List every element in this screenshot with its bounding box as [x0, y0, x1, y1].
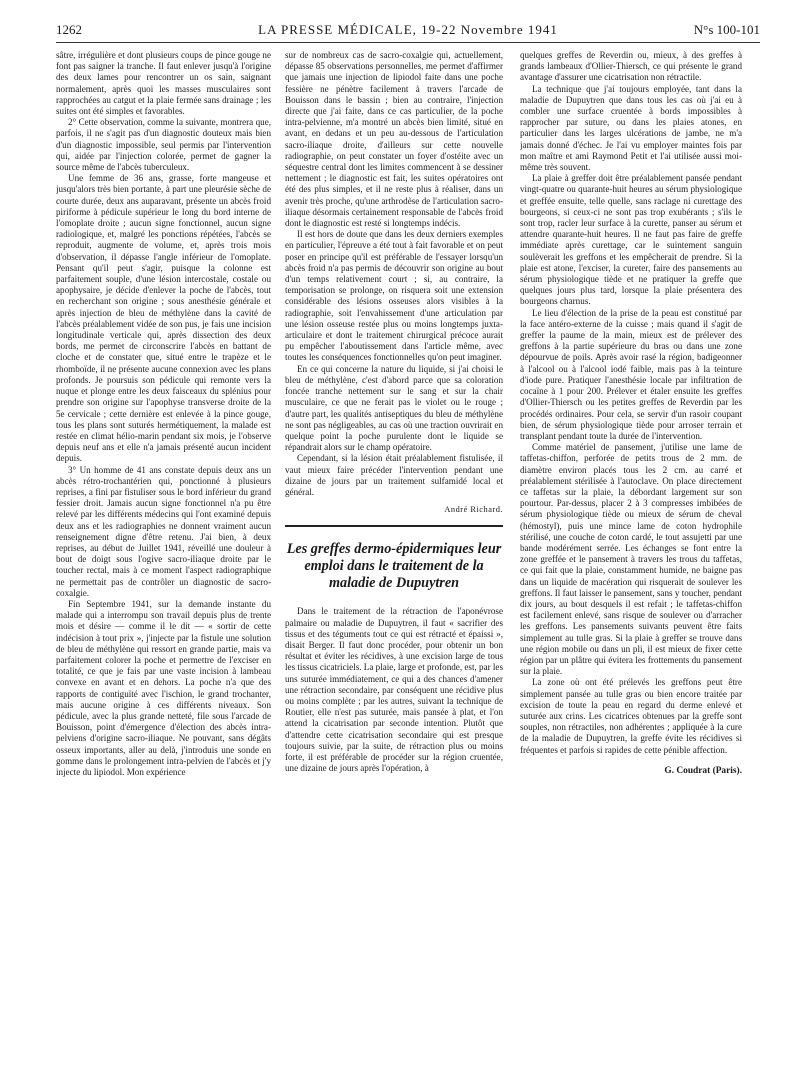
column-right	[520, 50, 742, 1060]
author-signature: G. Coudrat (Paris).	[664, 765, 742, 776]
author-signature: André Richard.	[444, 505, 503, 515]
paragraph: Une femme de 36 ans, grasse, forte mangeuse et jusqu'alors très bien portante, à part une pleurésie sèche de courte durée, deux ans auparavant, présente un abcès froid piriforme à pédicule supérieur le long du bord interne de l'omoplate droite ; aucun signe fonctionnel, aucun signe radiologique, et, malgré les ponctions répétées, l'abcès se reproduit, augmente de volume, et, après trois mois d'observation, il dépasse l'angle inférieur de l'omoplate. Pensant qu'il peut s'agir, puisque la colonne est parfaitement souple, d'une lésion intercostale, costale ou apophysaire, je décide d'enlever la poche de l'abcès, tout en recherchant son origine ; sous anesthésie générale et après injection de bleu de méthylène dans la cavité de l'abcès préalablement vidée de son pus, je fais une incision longitudinale verticale qui, après dissection des deux bords, me permet de circonscrire l'abcès en battant de cloche et de constater que, situé entre le trapèze et le rhomboïde, il ne présente aucune connexion avec les plans profonds. Je poursuis son pédicule qui remonte vers la nuque et plonge entre les deux faisceaux du splénius pour prendre son origine sur l'apophyse transverse droite de la 5e cervicale ; cette dernière est enlevée à la pince gouge, tous les plans sont suturés hermétiquement, la malade est restée en climat hélio-marin pendant six mois, je l'observe depuis neuf ans et elle n'a jamais présenté aucun incident depuis.	[56, 173, 271, 464]
page-number: 1262	[56, 22, 82, 37]
paragraph: Le lieu d'élection de la prise de la peau est constitué par la face antéro-externe de la cuisse ; mais quand il s'agit de greffer la paume de la main, mieux est de prélever des greffons à la partie supérieure du bras ou dans une zone dépourvue de poils. Après avoir rasé la région, badigeonner à l'alcool ou à l'alcool iodé faible, mais pas à la teinture d'iode pure. Pratiquer l'anesthésie locale par infiltration de cocaïne à 1 pour 200. Prélever et étaler ensuite les greffes d'Ollier-Thiersch ou les petites greffes de Reverdin par les procédés ordinaires. Pour cela, se servir d'un rasoir coupant bien, de sérum physiologique tiède pour arroser terrain et transplant pendant toute la durée de l'intervention.	[520, 307, 742, 441]
paragraph: Dans le traitement de la rétraction de l'aponévrose palmaire ou maladie de Dupuytren, il faut « sacrifier des tissus et des téguments tout ce qui est rétracté et épaissi », disait Berger. Il faut donc procéder, pour obtenir un bon résultat et éviter les récidives, à une excision large de tous les tissus cicatriciels. La plaie, large et profonde, est, par les uns suturée immédiatement, ce qui a des chances d'amener une rétraction secondaire, par conséquent une récidive plus ou moins complète ; par les autres, suivant la technique de Routier, elle n'est pas suturée, mais pansée à plat, et l'on attend la cicatrisation par seconde intention. Plutôt que d'attendre cette cicatrisation secondaire qui est presque toujours suivie, par la suite, de rétraction plus ou moins forte, il est préférable de procéder sur la région cruentée, une dizaine de jours après l'opération, à	[285, 606, 503, 774]
paragraph: La plaie à greffer doit être préalablement pansée pendant vingt-quatre ou quarante-huit heures au sérum physiologique et greffée ensuite, telle quelle, sans raclage ni curettage des bourgeons, si ceux-ci ne sont pas trop exubérants ; s'ils le sont trop, racler leur surface à la curette, panser au sérum et attendre quarante-huit heures. Il ne faut pas faire de greffe immédiate après curettage, car le suintement sanguin soulèverait les greffons et les empêcherait de prendre. Si la plaie est atone, l'exciser, la cureter, faire des pansements au sérum physiologique tiède et ne pratiquer la greffe que quelques jours plus tard, lorsque la plaie présentera des bourgeons charnus.	[520, 173, 742, 307]
paragraph: Cependant, si la lésion était préalablement fistulisée, il vaut mieux faire précéder l'intervention pendant une dizaine de jours par un traitement sulfamidé local et général.	[285, 453, 503, 497]
paragraph: 3° Un homme de 41 ans constate depuis deux ans un abcès rétro-trochantérien qui, ponctionné à plusieurs reprises, a fini par fistuliser sous le bord inférieur du grand fessier droit. Jamais aucun signe fonctionnel n'a pu être relevé par les différents médecins qui l'ont examiné depuis deux ans et les radiographies ne donnent vraiment aucun renseignement digne d'être retenu. J'ai bien, à deux reprises, au début de Juillet 1941, réveillé une douleur à bout de doigt sous l'ogive sacro-iliaque droite par le toucher rectal, mais à ce moment l'aspect radiographique ne permettait pas de contrôler un diagnostic de sacro-coxalgie.	[56, 464, 271, 598]
article-divider	[285, 525, 503, 527]
paragraph: La technique que j'ai toujours employée, tant dans la maladie de Dupuytren que dans tous les cas où j'ai eu à combler une surface cruentée à bords impossibles à rapprocher par suture, ou dans les plaies atones, en particulier dans les larges ulcérations de jambe, ne m'a jamais donné d'échec. Je l'ai vu employer maintes fois par mon maître et ami Raymond Petit et l'ai utilisée aussi moi-même très souvent.	[520, 83, 742, 173]
article-title: Les greffes dermo-épidermiques leur emploi dans le traitement de la maladie de Dupuytren	[286, 541, 502, 592]
page-header	[56, 22, 760, 43]
paragraph: Il est hors de doute que dans les deux derniers exemples en particulier, l'épreuve a été tout à fait favorable et on peut poser en principe qu'il est préférable de l'essayer lorsqu'un abcès froid n'a pas permis de découvrir son origine au bout d'un temps relativement court ; si, au contraire, la temporisation se prolonge, on risquera soit une extension considérable des lésions osseuses alors visibles à la radiographie, soit l'envahissement d'une articulation par une lésion osseuse restée plus ou moins longtemps juxta-articulaire et dont le traitement chirurgical précoce aurait pu empêcher l'aboutissement dans l'article même, avec toutes les conséquences fonctionnelles qu'on peut imaginer.	[285, 229, 503, 363]
paragraph: quelques greffes de Reverdin ou, mieux, à des greffes à grands lambeaux d'Ollier-Thiersch, ce qui présente le grand avantage d'assurer une cicatrisation non rétractile.	[520, 50, 742, 83]
journal-title: LA PRESSE MÉDICALE, 19-22 Novembre 1941	[258, 22, 558, 37]
issue-number: N°s 100-101	[693, 22, 760, 37]
paragraph: Comme matériel de pansement, j'utilise une lame de taffetas-chiffon, perforée de petits trous de 2 mm. de diamètre environ placés tous les 2 cm. au carré et préalablement stérilisée à l'autoclave. On place directement ce taffetas sur la plaie, la débordant largement sur son pourtour. Par-dessus, placer 2 à 3 compresses imbibées de sérum physiologique tiède ou mieux de sérum de cheval (hémostyl), puis une mince lame de coton hydrophile stérilisé, une couche de coton cardé, le tout assujetti par une bande modérément serrée. Les échanges se font entre la zone greffée et le pansement à travers les trous du taffetas, ce qui fait que la plaie, constamment humide, ne baigne pas dans un liquide de macération qui risquerait de soulever les greffons. Il faut laisser le pansement, sans y toucher, pendant dix jours, au bout desquels il est refait ; le taffetas-chiffon est facilement enlevé, sans risque de soulever ou d'arracher les greffons. Les pansements suivants peuvent être faits simplement au tulle gras. Si la plaie à greffer se trouve dans une région mobile ou dans un pli, il est mieux de fixer cette région par un plâtre qui évitera les frottements du pansement sur la plaie.	[520, 442, 742, 677]
column-left	[56, 50, 271, 1060]
paragraph: 2° Cette observation, comme la suivante, montrera que, parfois, il ne s'agit pas d'un diagnostic douteux mais bien d'un diagnostic impossible, seul permis par l'intervention qui, aidée par l'injection colorée, permet de gagner la source même de l'abcès tuberculeux.	[56, 117, 271, 173]
paragraph: sâtre, irrégulière et dont plusieurs coups de pince gouge ne font pas saigner la tranche. Il faut enlever jusqu'à l'origine des deux lames pour rencontrer un os sain, saignant normalement, après quoi les masses musculaires sont rapprochées au catgut et la plaie fermée sans drainage ; les suites ont été simples et favorables.	[56, 50, 271, 117]
column-middle	[285, 50, 503, 1060]
paragraph: La zone où ont été prélevés les greffons peut être simplement pansée au tulle gras ou bien encore traitée par excision de toute la peau en regard du derme enlevé et suturée aux crins. Les cicatrices obtenues par la greffe sont souples, non rétractiles, non adhérentes ; appliquée à la cure de la maladie de Dupuytren, la greffe évite les récidives si fréquentes et parfois si rapides de cette pénible affection.	[520, 677, 742, 755]
paragraph: En ce qui concerne la nature du liquide, si j'ai choisi le bleu de méthylène, c'est d'abord parce que sa coloration foncée tranche nettement sur le sang et sur la chair musculaire, ce que ne ferait pas le violet ou le rouge ; d'autre part, les qualités antiseptiques du bleu de méthylène ne sont pas négligeables, au cas où une traction ouvrirait en quelque point la poche purulente dont le liquide se répandrait alors sur le champ opératoire.	[285, 363, 503, 453]
paragraph: sur de nombreux cas de sacro-coxalgie qui, actuellement, dépasse 85 observations personnelles, me permet d'affirmer que jamais une injection de lipiodol faite dans une poche fessière ne pénètre facilement à travers l'arcade de Bouisson dans le bassin ; bien au contraire, l'injection directe que j'ai faite, dans ce cas particulier, de la poche intra-pelvienne, m'a montré un abcès bien limité, situé en avant, en dedans et un peu au-dessous de l'articulation sacro-iliaque droite, d'ailleurs sur cette nouvelle radiographie, on peut constater un foyer d'ostéite avec un séquestre central dont les limites commencent à se dessiner nettement ; le diagnostic est fait, les suites opératoires ont été des plus simples, et il ne reste plus à réaliser, dans un avenir très proche, qu'une arthrodèse de l'articulation sacro-iliaque désormais certainement responsable de l'abcès froid dont le diagnostic est resté si longtemps indécis.	[285, 50, 503, 229]
paragraph: Fin Septembre 1941, sur la demande instante du malade qui a interrompu son travail depuis plus de trente mois et désire — comme il le dit — « sortir de cette indécision à tout prix », j'injecte par la fistule une solution de bleu de méthylène qui ressort en grande partie, mais va parfaitement colorer la poche et permettre de l'exciser en totalité, ce que je fais par une vaste incision à lambeau convexe en avant et en dehors. La poche n'a que des rapports de contiguïté avec l'ischion, le grand trochanter, mais aucune origine à ces différents niveaux. Son pédicule, avec la plus grande netteté, file sous l'arcade de Bouisson, point d'émergence d'élection des abcès intra-pelviens d'origine sacro-iliaque. Ne pouvant, sans dégâts osseux importants, aller au delà, j'introduis une sonde en gomme dans le prolongement intra-pelvien de l'abcès et j'y injecte du lipiodol. Mon expérience	[56, 598, 271, 777]
